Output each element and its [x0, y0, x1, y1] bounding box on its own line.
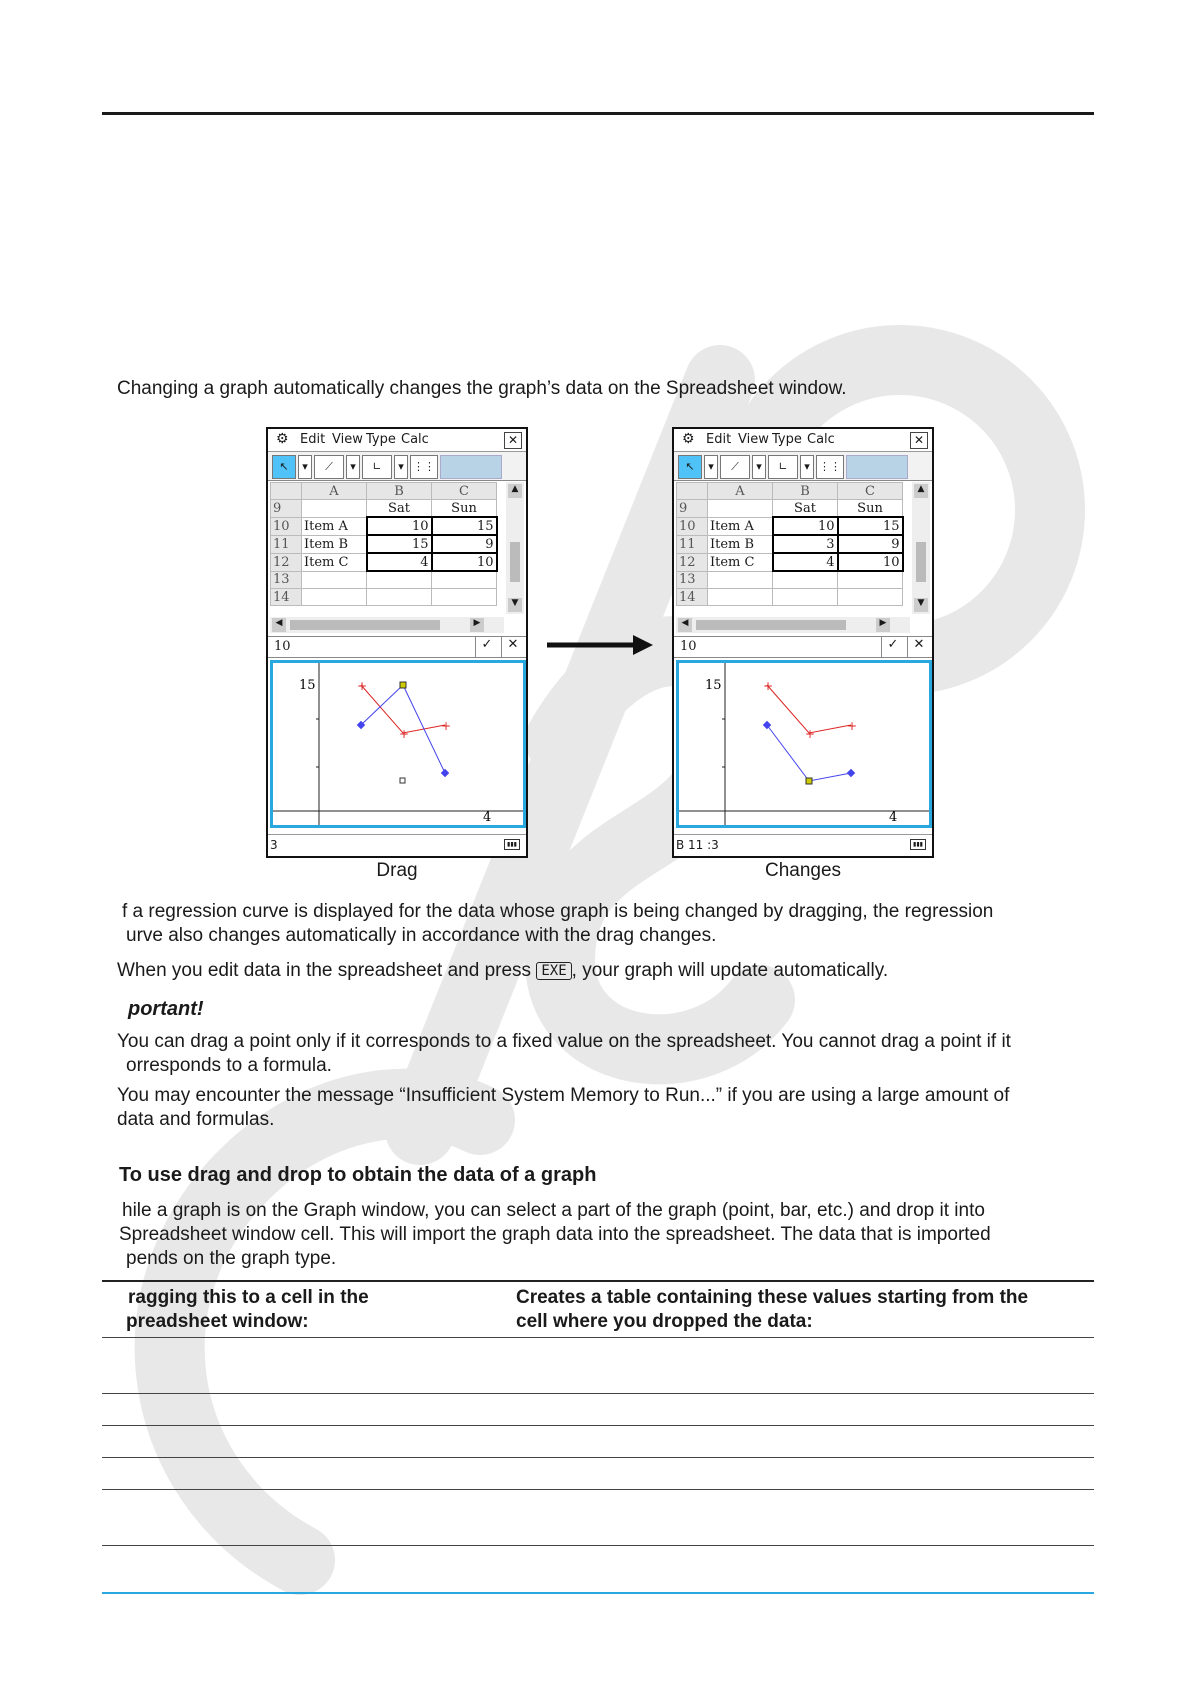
x-max-label: 4 — [889, 810, 898, 825]
entry-value[interactable]: 10 — [680, 639, 697, 654]
cell[interactable]: 3 — [773, 535, 838, 553]
menu-type[interactable]: Type — [772, 432, 802, 447]
scroll-right-icon[interactable]: ▶ — [470, 618, 484, 632]
line-graph-icon[interactable]: ⟋ — [314, 455, 344, 479]
chevron-down-icon[interactable]: ▾ — [346, 455, 360, 479]
graph-window[interactable] — [676, 660, 932, 828]
section-heading: To use drag and drop to obtain the data of a graph — [119, 1164, 597, 1186]
status-bar — [674, 834, 932, 855]
calculator-screen-drag — [266, 427, 528, 858]
spreadsheet-grid — [270, 482, 504, 614]
exe-key-icon: EXE — [536, 962, 571, 980]
table-row-rule — [102, 1489, 1094, 1490]
column-header-c[interactable]: C — [838, 483, 903, 500]
series-blue-marker — [763, 721, 771, 729]
toolbar — [674, 452, 932, 481]
cell[interactable]: 10 — [432, 553, 497, 571]
column-header-a[interactable]: A — [708, 483, 773, 500]
imp1-line1: You can drag a point only if it corresponds to a fixed value on the spreadsheet. You cannot drag a point if it — [117, 1031, 1011, 1052]
horizontal-scrollbar[interactable] — [270, 617, 504, 633]
entry-line[interactable] — [268, 636, 526, 658]
chevron-down-icon[interactable]: ▾ — [800, 455, 814, 479]
series-red-marker: + — [357, 679, 368, 693]
series-red-marker: + — [399, 727, 410, 741]
para2-text-after: , your graph will update automatically. — [571, 960, 889, 981]
menu-type[interactable]: Type — [366, 432, 396, 447]
table-row-rule — [102, 1457, 1094, 1458]
cell[interactable]: 9 — [838, 535, 903, 553]
gear-icon[interactable]: ⚙ — [276, 431, 289, 447]
menu-edit[interactable]: Edit — [706, 432, 732, 447]
caption-drag: Drag — [376, 860, 418, 881]
cell[interactable]: Item C — [708, 553, 773, 571]
spreadsheet-grid — [676, 482, 910, 614]
menu-view[interactable]: View — [332, 432, 363, 447]
cell[interactable] — [432, 589, 497, 606]
menu-edit[interactable]: Edit — [300, 432, 326, 447]
sec-line3: pends on the graph type. — [126, 1248, 337, 1269]
cell[interactable]: 9 — [432, 535, 497, 553]
grid-icon[interactable]: ⋮⋮ — [816, 455, 844, 479]
table-row: 13 — [271, 571, 497, 589]
close-icon[interactable]: ✕ — [504, 432, 522, 449]
scroll-thumb[interactable] — [696, 620, 846, 630]
bottom-rule — [102, 1592, 1094, 1594]
scroll-up-icon[interactable]: ▲ — [914, 484, 928, 498]
series-red-line — [361, 685, 445, 733]
table-row: 14 — [677, 589, 903, 606]
cell[interactable]: Sat — [773, 500, 838, 518]
cancel-icon[interactable]: ✕ — [501, 637, 524, 657]
close-icon[interactable]: ✕ — [910, 432, 928, 449]
series-blue-marker — [847, 769, 855, 777]
cell[interactable]: Sun — [432, 500, 497, 518]
cell[interactable]: 4 — [773, 553, 838, 571]
para2-text: When you edit data in the spreadsheet and press — [117, 960, 532, 981]
table-row-rule — [102, 1337, 1094, 1338]
table-row-rule — [102, 1545, 1094, 1546]
series-blue-marker-selected — [400, 682, 406, 688]
line-graph-icon[interactable]: ⟋ — [720, 455, 750, 479]
cell[interactable] — [708, 589, 773, 606]
caption-changes: Changes — [764, 860, 842, 881]
imp2-line2: data and formulas. — [117, 1109, 275, 1130]
select-tool-icon[interactable]: ↖ — [272, 455, 296, 479]
series-red-marker: + — [847, 719, 858, 733]
cell[interactable] — [708, 571, 773, 589]
column-header-b[interactable]: B — [367, 483, 432, 500]
scroll-down-icon[interactable]: ▼ — [914, 598, 928, 612]
series-red-marker: + — [441, 719, 452, 733]
table-top-rule — [102, 1280, 1094, 1282]
scroll-thumb[interactable] — [916, 542, 926, 582]
battery-icon: ▮▮▮ — [910, 839, 926, 850]
cell[interactable] — [708, 500, 773, 518]
scroll-down-icon[interactable]: ▼ — [508, 598, 522, 612]
axis-graph-icon[interactable]: ∟ — [768, 455, 798, 479]
graph-plot[interactable] — [273, 663, 523, 825]
intro-text: Changing a graph automatically changes the graph’s data on the Spreadsheet window. — [117, 378, 847, 399]
cell[interactable]: Item A — [302, 517, 367, 535]
cell[interactable] — [302, 571, 367, 589]
cell[interactable]: 10 — [838, 553, 903, 571]
cell[interactable] — [367, 589, 432, 606]
scroll-thumb[interactable] — [510, 542, 520, 582]
x-max-label: 4 — [483, 810, 492, 825]
table-row: 11 Item B 3 9 — [677, 535, 903, 553]
calculator-screen-changes — [672, 427, 934, 858]
table-row: 12 Item C 4 10 — [271, 553, 497, 571]
status-text: 3 — [270, 838, 278, 852]
toolbar-spacer — [846, 455, 908, 479]
gear-icon[interactable]: ⚙ — [682, 431, 695, 447]
chevron-down-icon[interactable]: ▾ — [394, 455, 408, 479]
cell[interactable] — [302, 500, 367, 518]
cell[interactable]: 4 — [367, 553, 432, 571]
vertical-scrollbar[interactable] — [506, 482, 524, 614]
status-bar — [268, 834, 526, 855]
menu-view[interactable]: View — [738, 432, 769, 447]
cancel-icon[interactable]: ✕ — [907, 637, 930, 657]
series-red-marker: + — [763, 679, 774, 693]
cell[interactable] — [838, 571, 903, 589]
graph-plot[interactable] — [679, 663, 929, 825]
para2 — [117, 959, 888, 983]
battery-icon: ▮▮▮ — [504, 839, 520, 850]
scroll-right-icon[interactable]: ▶ — [876, 618, 890, 632]
cell[interactable]: 15 — [838, 517, 903, 535]
cell[interactable]: Sun — [838, 500, 903, 518]
imp2-line1: You may encounter the message “Insufficient System Memory to Run...” if you are using a large amount of — [117, 1085, 1010, 1106]
cell[interactable]: 10 — [367, 517, 432, 535]
scroll-up-icon[interactable]: ▲ — [508, 484, 522, 498]
chevron-down-icon[interactable]: ▾ — [752, 455, 766, 479]
table-row: 10 Item A 10 15 — [271, 517, 497, 535]
check-icon[interactable]: ✓ — [475, 637, 498, 657]
axis-graph-icon[interactable]: ∟ — [362, 455, 392, 479]
cell[interactable]: 15 — [432, 517, 497, 535]
grid-icon[interactable]: ⋮⋮ — [410, 455, 438, 479]
sec-line2: Spreadsheet window cell. This will import the graph data into the spreadsheet. The data that is imported — [119, 1224, 991, 1245]
table-row: 9 Sat Sun — [271, 500, 497, 518]
imp1-line2: orresponds to a formula. — [126, 1055, 332, 1076]
column-header-c[interactable]: C — [432, 483, 497, 500]
cell[interactable] — [773, 589, 838, 606]
cell[interactable]: Item B — [708, 535, 773, 553]
column-header-b[interactable]: B — [773, 483, 838, 500]
horizontal-scrollbar[interactable] — [676, 617, 910, 633]
drag-cursor-icon — [400, 778, 405, 783]
para1-line1: f a regression curve is displayed for the data whose graph is being changed by dragging, the regression — [122, 901, 994, 922]
entry-line[interactable] — [674, 636, 932, 658]
column-header-a[interactable]: A — [302, 483, 367, 500]
cell[interactable]: Item B — [302, 535, 367, 553]
cell[interactable] — [367, 571, 432, 589]
scroll-thumb[interactable] — [290, 620, 440, 630]
cell[interactable]: Item C — [302, 553, 367, 571]
cell[interactable]: 10 — [773, 517, 838, 535]
table-col2-header-line1: Creates a table containing these values starting from the — [516, 1287, 1029, 1308]
top-rule — [102, 112, 1094, 115]
menu-bar — [268, 429, 526, 452]
series-blue-marker — [441, 769, 449, 777]
series-blue-marker-selected — [806, 778, 812, 784]
toolbar-spacer — [440, 455, 502, 479]
scroll-left-icon[interactable]: ◀ — [678, 618, 692, 632]
chevron-down-icon[interactable]: ▾ — [704, 455, 718, 479]
table-row: 9 Sat Sun — [677, 500, 903, 518]
table-row: 12 Item C 4 10 — [677, 553, 903, 571]
cell[interactable]: Sat — [367, 500, 432, 518]
vertical-scrollbar[interactable] — [912, 482, 930, 614]
para1-line2: urve also changes automatically in accordance with the drag changes. — [126, 925, 717, 946]
sec-line1: hile a graph is on the Graph window, you can select a part of the graph (point, bar, etc.) and drop it into — [122, 1200, 985, 1221]
table-row: 10 Item A 10 15 — [677, 517, 903, 535]
y-max-label: 15 — [705, 678, 722, 693]
series-red-marker: + — [805, 727, 816, 741]
table-row: 13 — [677, 571, 903, 589]
cell[interactable] — [432, 571, 497, 589]
arrow-right-icon — [545, 630, 655, 660]
cell[interactable] — [838, 589, 903, 606]
cell[interactable] — [773, 571, 838, 589]
table-row: 14 — [271, 589, 497, 606]
chevron-down-icon[interactable]: ▾ — [298, 455, 312, 479]
cell[interactable]: Item A — [708, 517, 773, 535]
table-row: 11 Item B 15 9 — [271, 535, 497, 553]
table-row-rule — [102, 1425, 1094, 1426]
status-text: B 11 :3 — [676, 838, 719, 852]
menu-calc[interactable]: Calc — [807, 432, 835, 447]
menu-calc[interactable]: Calc — [401, 432, 429, 447]
y-max-label: 15 — [299, 678, 316, 693]
cell[interactable] — [302, 589, 367, 606]
important-heading: portant! — [128, 998, 204, 1020]
entry-value[interactable]: 10 — [274, 639, 291, 654]
menu-bar — [674, 429, 932, 452]
table-col1-header-line1: ragging this to a cell in the — [128, 1287, 369, 1308]
table-row-rule — [102, 1393, 1094, 1394]
scroll-left-icon[interactable]: ◀ — [272, 618, 286, 632]
toolbar — [268, 452, 526, 481]
table-col1-header-line2: preadsheet window: — [126, 1311, 309, 1332]
graph-window[interactable] — [270, 660, 526, 828]
table-col2-header-line2: cell where you dropped the data: — [516, 1311, 813, 1332]
cell[interactable]: 15 — [367, 535, 432, 553]
check-icon[interactable]: ✓ — [881, 637, 904, 657]
select-tool-icon[interactable]: ↖ — [678, 455, 702, 479]
series-red-line — [767, 685, 851, 733]
